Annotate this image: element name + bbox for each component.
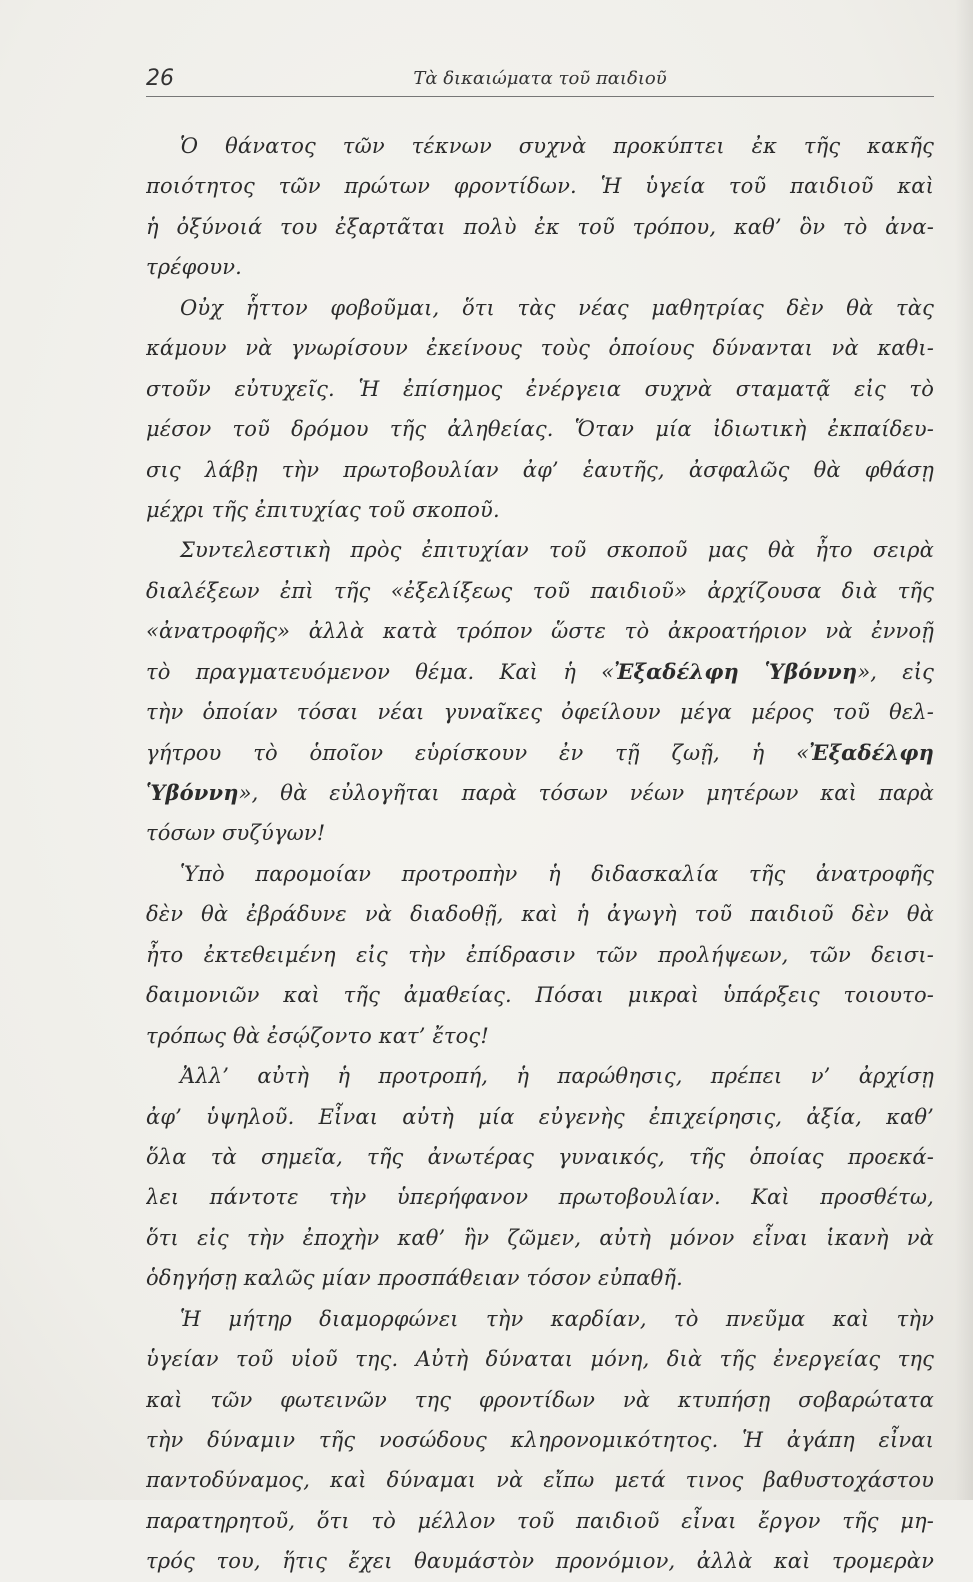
text-line: μέσον τοῦ δρόμου τῆς ἀληθείας. Ὅταν μία ἰδιωτικὴ ἐκπαίδευ- [146, 417, 934, 442]
text-line: τρέφουν. [146, 255, 242, 280]
text-line: Ἀλλ’ αὐτὴ ἡ προτροπή, ἡ παρώθησις, πρέπει ν’ ἀρχίσῃ [180, 1064, 934, 1089]
text-line: Οὐχ ἧττον φοβοῦμαι, ὅτι τὰς νέας μαθητρίας δὲν θὰ τὰς [180, 295, 934, 320]
text-line: παντοδύναμος, καὶ δύναμαι νὰ εἴπω μετά τινος βαθυστοχάστου [146, 1468, 934, 1493]
text-line: ὅτι εἰς τὴν ἐποχὴν καθ’ ἣν ζῶμεν, αὐτὴ μόνον εἶναι ἱκανὴ νὰ [146, 1225, 934, 1250]
text-line: Ὑπὸ παρομοίαν προτροπὴν ἡ διδασκαλία τῆς ἀνατροφῆς [180, 861, 934, 886]
text-line: Ὁ θάνατος τῶν τέκνων συχνὰ προκύπτει ἐκ τῆς κακῆς [180, 134, 934, 158]
text-line: παρατηρητοῦ, ὅτι τὸ μέλλον τοῦ παιδιοῦ εἶναι ἔργον τῆς μη- [146, 1508, 934, 1533]
bold-title-part1: Ἐξαδέλφη [809, 739, 934, 765]
text-line: τόσων συζύγων! [146, 821, 326, 846]
text-line: ἀφ’ ὑψηλοῦ. Εἶναι αὐτὴ μία εὐγενὴς ἐπιχείρησις, ἀξία, καθ’ [146, 1104, 934, 1129]
line-text-tail: », εἰς [857, 659, 934, 684]
text-line: «ἀνατροφῆς» ἀλλὰ κατὰ τρόπον ὥστε τὸ ἀκροατήριον νὰ ἐννοῇ [146, 619, 934, 644]
line-text: », θὰ εὐλογῆται παρὰ τόσων νέων μητέρων καὶ παρὰ [238, 781, 934, 805]
text-line: τρός του, ἥτις ἔχει θαυμάστὸν προνόμιον, ἀλλὰ καὶ τρομερὰν [146, 1549, 934, 1574]
text-line: ὁδηγήσῃ καλῶς μίαν προσπάθειαν τόσον εὐπαθῆ. [146, 1266, 683, 1291]
text-line: διαλέξεων ἐπὶ τῆς «ἐξελίξεως τοῦ παιδιοῦ» ἀρχίζουσα διὰ τῆς [146, 578, 934, 603]
text-line-with-bold [146, 652, 934, 692]
text-line: ὅλα τὰ σημεῖα, τῆς ἀνωτέρας γυναικός, τῆς ὁποίας προεκά- [146, 1144, 934, 1169]
text-line: δὲν θὰ ἐβράδυνε νὰ διαδοθῇ, καὶ ἡ ἀγωγὴ τοῦ παιδιοῦ δὲν θὰ [146, 902, 934, 927]
text-line: τὴν δύναμιν τῆς νοσώδους κληρονομικότητος. Ἡ ἀγάπη εἶναι [146, 1428, 934, 1452]
text-line: τρόπως θὰ ἐσῴζοντο κατ’ ἔτος! [146, 1023, 489, 1048]
text-line: ποιότητος τῶν πρώτων φροντίδων. Ἡ ὑγεία τοῦ παιδιοῦ καὶ [146, 174, 934, 199]
text-line: τὴν ὁποίαν τόσαι νέαι γυναῖκες ὀφείλουν μέγα μέρος τοῦ θελ- [146, 700, 934, 725]
body-text [146, 126, 934, 1582]
text-line: μέχρι τῆς ἐπιτυχίας τοῦ σκοποῦ. [146, 497, 500, 522]
header-rule [146, 96, 934, 97]
page-header [146, 66, 934, 96]
text-line: ἦτο ἐκτεθειμένη εἰς τὴν ἐπίδρασιν τῶν προλήψεων, τῶν δεισι- [146, 942, 934, 967]
line-text: γήτρου τὸ ὁποῖον εὑρίσκουν ἐν τῇ ζωῇ, ἡ « [146, 740, 810, 765]
text-line: Συντελεστικὴ πρὸς ἐπιτυχίαν τοῦ σκοποῦ μας θὰ ἦτο σειρὰ [180, 538, 934, 563]
text-line: δαιμονιῶν καὶ τῆς ἀμαθείας. Πόσαι μικραὶ ὑπάρξεις τοιουτο- [146, 983, 934, 1008]
running-title: Τὰ δικαιώματα τοῦ παιδιοῦ [413, 68, 667, 89]
bold-title: Ἐξαδέλφη Ὑβόννη [614, 658, 858, 684]
text-line-with-bold [146, 773, 934, 813]
text-line: ἡ ὀξύνοιά του ἐξαρτᾶται πολὺ ἐκ τοῦ τρόπου, καθ’ ὃν τὸ ἀνα- [146, 214, 934, 239]
text-line: κάμουν νὰ γνωρίσουν ἐκείνους τοὺς ὁποίους δύνανται νὰ καθι- [146, 336, 934, 361]
page-number: 26 [146, 66, 174, 91]
bold-title-part2: Ὑβόννη [146, 780, 239, 805]
text-line-with-bold [146, 733, 934, 773]
line-text: τὸ πραγματευόμενον θέμα. Καὶ ἡ « [146, 659, 615, 684]
text-line: στοῦν εὐτυχεῖς. Ἡ ἐπίσημος ἐνέργεια συχνὰ σταματᾷ εἰς τὸ [146, 376, 934, 401]
text-line: Ἡ μήτηρ διαμορφώνει τὴν καρδίαν, τὸ πνεῦμα καὶ τὴν [180, 1306, 934, 1331]
text-line: λει πάντοτε τὴν ὑπερήφανον πρωτοβουλίαν. Καὶ προσθέτω, [146, 1185, 934, 1210]
text-line: καὶ τῶν φωτεινῶν της φροντίδων νὰ κτυπήσῃ σοβαρώτατα [146, 1387, 934, 1412]
text-line: σις λάβῃ τὴν πρωτοβουλίαν ἀφ’ ἑαυτῆς, ἀσφαλῶς θὰ φθάσῃ [146, 457, 934, 482]
page-edge-shadow [955, 0, 973, 1500]
text-line: ὑγείαν τοῦ υἱοῦ της. Αὐτὴ δύναται μόνη, διὰ τῆς ἐνεργείας της [146, 1347, 934, 1372]
